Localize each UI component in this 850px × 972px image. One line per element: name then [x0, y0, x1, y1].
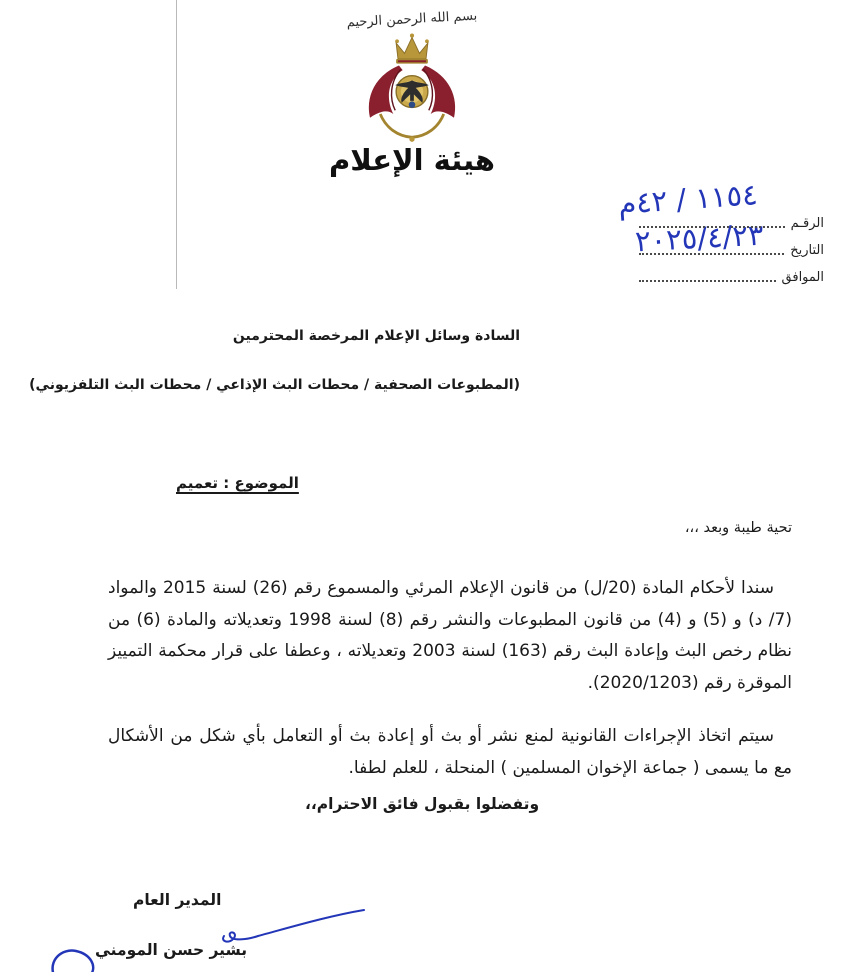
dotted-line	[639, 253, 784, 255]
handwritten-reference-number: م٤٢ / ١١٥٤	[617, 177, 760, 221]
body-paragraph-1: سندا لأحكام المادة (20/ل) من قانون الإعلام المرئي والمسموع رقم (26) لسنة 2015 والمواد (7/ د) و (5) و (4) من قانون المطبوعات والنشر رقم (8) لسنة 1998 وتعديلاته والمادة (6) من نظام رخص البث وإعادة البث رقم (163) لسنة 2003 وتعديلاته ، وعطفا على قرار محكمة التمييز الموقرة رقم (2020/1203).	[108, 578, 792, 693]
recipient-line2: (المطبوعات الصحفية / محطات البث الإذاعي / محطات البث التلفزيوني)	[29, 377, 520, 393]
dotted-line	[639, 226, 785, 228]
handwritten-date: ٢٠٢٥/٤/٢٣	[634, 217, 765, 259]
greeting-line: تحية طيبة وبعد ،،،	[684, 520, 792, 536]
bismillah-calligraphy: بسم الله الرحمن الرحيم	[346, 8, 478, 31]
jordan-coat-of-arms-emblem	[346, 30, 478, 142]
handwritten-signature	[218, 906, 368, 946]
reference-corresponding-label: الموافق	[781, 270, 824, 285]
signatory-title: المدير العام	[133, 891, 222, 909]
recipient-line1: السادة وسائل الإعلام المرخصة المحترمين	[232, 328, 520, 344]
reference-number-label: الرقـم	[790, 216, 824, 231]
reference-number-row	[629, 204, 824, 231]
reference-corresponding-row	[629, 258, 824, 285]
reference-date-label: التاريخ	[790, 243, 824, 258]
scan-fold-line	[176, 0, 177, 289]
letterhead	[292, 8, 532, 177]
ink-scribble-mark	[46, 946, 102, 972]
dotted-line	[639, 280, 776, 282]
body-paragraph-2: سيتم اتخاذ الإجراءات القانونية لمنع نشر أو بث أو إعادة بث أو التعامل بأي شكل من الأشكال مع ما يسمى ( جماعة الإخوان المسلمين ) المنحلة ، للعلم لطفا.	[108, 726, 792, 778]
reference-block	[629, 204, 824, 285]
org-name-calligraphy: هيئة الإعلام	[328, 143, 496, 177]
recipient-block	[29, 328, 520, 393]
signatory-name: بشير حسن المومني	[95, 941, 248, 959]
reference-date-row	[629, 231, 824, 258]
closing-line: وتفضلوا بقبول فائق الاحترام،،	[305, 795, 540, 813]
subject-line: الموضوع : تعميم	[176, 474, 299, 492]
